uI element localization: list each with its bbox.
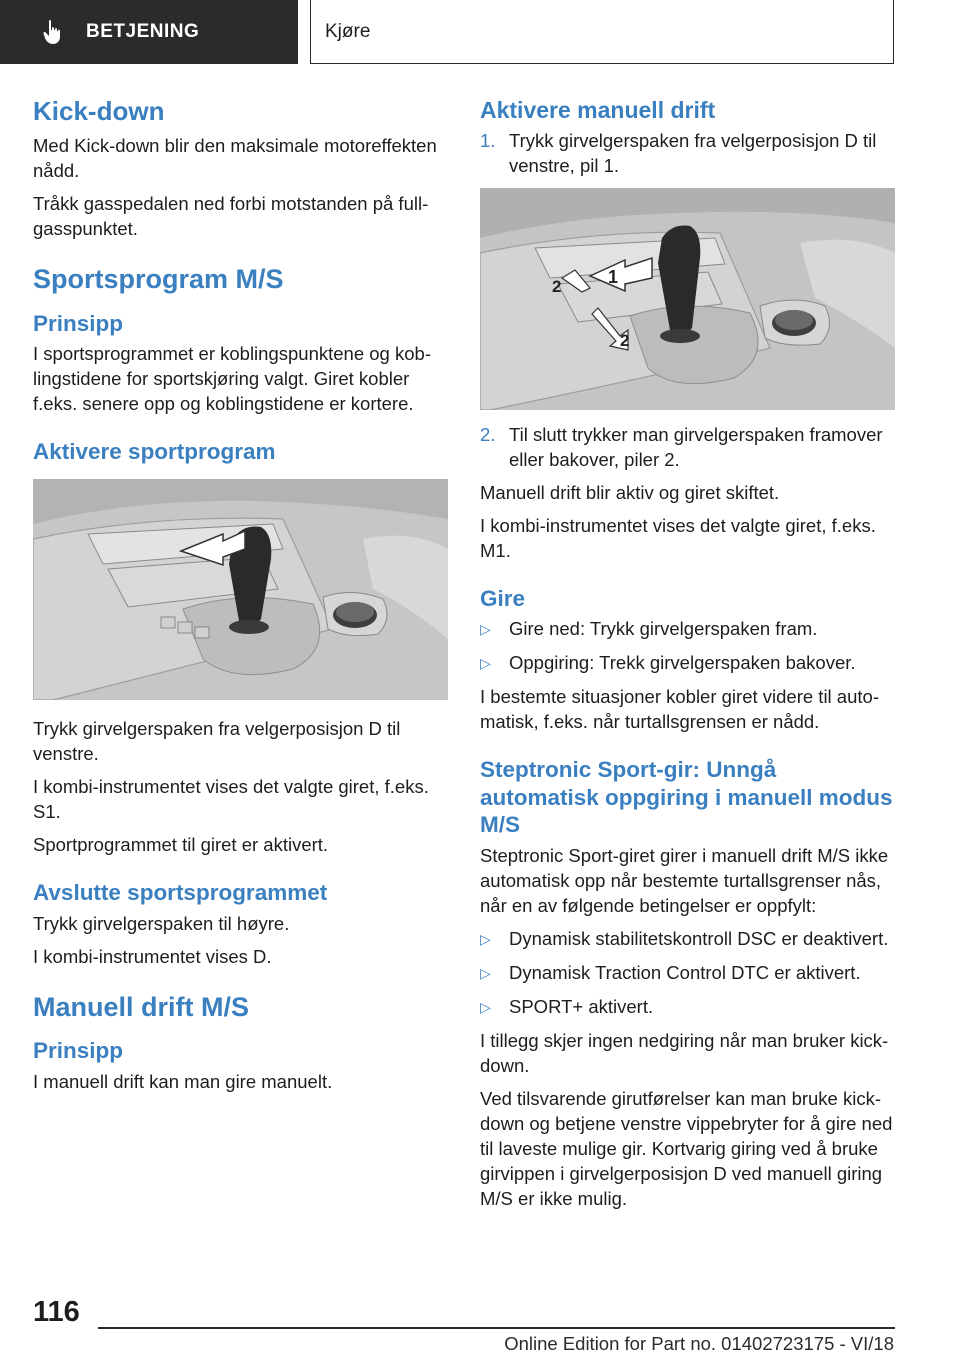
exit-sport-paragraph-2: I kombi-instrumentet vises D. <box>33 945 272 967</box>
activate-sport-heading: Aktivere sportprogram <box>33 439 276 465</box>
touch-hand-icon <box>42 19 64 45</box>
steptronic-bullet-1 <box>480 926 895 952</box>
step-1 <box>480 128 895 178</box>
principle-heading: Prinsipp <box>33 310 124 336</box>
step-1-text: Trykk girvelgerspaken fra velgerposisjon D til venstre, pil 1. <box>509 130 877 177</box>
triangle-bullet-icon: ▷ <box>480 930 491 947</box>
step-1-number: 1. <box>480 130 496 152</box>
exit-sport-heading: Avslutte sportsprogrammet <box>33 880 328 906</box>
manual-principle-heading: Prinsipp <box>33 1038 124 1064</box>
chapter-label: BETJENING <box>86 21 200 42</box>
triangle-bullet-icon: ▷ <box>480 964 491 981</box>
triangle-bullet-icon: ▷ <box>480 655 491 672</box>
kickdown-paragraph-1: Med Kick-down blir den maksimale motoreffekten nådd. <box>33 135 437 182</box>
steptronic-bullet-3 <box>480 994 895 1020</box>
principle-paragraph: I sportsprogrammet er koblingspunktene og koblingstidene for sportskjøring valgt. Giret kobler f.eks. senere opp og koblingstidene er kortere. <box>33 343 431 415</box>
gear-selector-figure-manual <box>480 188 895 410</box>
step-2-number: 2. <box>480 424 496 446</box>
gears-bullet-2-text: Oppgiring: Trekk girvelgerspaken bakover. <box>509 652 856 674</box>
chapter-tab[interactable] <box>0 0 298 64</box>
page-number: 116 <box>33 1296 80 1328</box>
steptronic-bullet-2-text: Dynamisk Traction Control DTC er aktivert. <box>509 961 861 983</box>
manual-after-paragraph-1: Manuell drift blir aktiv og giret skiftet. <box>480 482 780 504</box>
sportprogram-heading: Sportsprogram M/S <box>33 264 284 295</box>
manual-mode-heading: Manuell drift M/S <box>33 991 249 1022</box>
gear-selector-figure-sport <box>33 479 448 700</box>
section-header <box>310 0 894 64</box>
triangle-bullet-icon: ▷ <box>480 998 491 1015</box>
manual-principle-paragraph: I manuell drift kan man gire manuelt. <box>33 1070 333 1092</box>
activate-sport-paragraph-1: Trykk girvelgerspaken fra velgerposisjon D til venstre. <box>33 718 401 765</box>
figure-arrow-label-2-bottom: 2 <box>620 331 630 351</box>
section-label: Kjøre <box>325 20 371 42</box>
steptronic-bullet-2 <box>480 960 895 986</box>
steptronic-paragraph-2: I tillegg skjer ingen nedgiring når man bruker kick-down. <box>480 1029 889 1076</box>
gears-bullet-2 <box>480 650 895 676</box>
exit-sport-paragraph-1: Trykk girvelgerspaken til høyre. <box>33 912 290 934</box>
activate-manual-heading: Aktivere manuell drift <box>480 97 716 123</box>
kickdown-heading: Kick-down <box>33 96 165 126</box>
step-2 <box>480 422 895 472</box>
triangle-bullet-icon: ▷ <box>480 621 491 638</box>
kickdown-paragraph-2: Tråkk gasspedalen ned forbi motstanden på fullgasspunktet. <box>33 193 429 240</box>
manual-after-paragraph-2: I kombi-instrumentet vises det valgte giret, f.eks. M1. <box>480 515 876 562</box>
steptronic-heading: Steptronic Sport-gir: Unngå automatisk oppgiring i manuell modus M/S <box>480 757 893 838</box>
activate-sport-paragraph-2: I kombi-instrumentet vises det valgte giret, f.eks. S1. <box>33 776 429 823</box>
gears-bullet-1-text: Gire ned: Trykk girvelgerspaken fram. <box>509 618 818 640</box>
activate-sport-paragraph-3: Sportprogrammet til giret er aktivert. <box>33 834 329 856</box>
right-column <box>480 96 895 1219</box>
gears-paragraph: I bestemte situasjoner kobler giret videre til automatisk, f.eks. når turtallsgrensen er nådd. <box>480 686 879 733</box>
left-column <box>33 96 448 1102</box>
step-2-text: Til slutt trykker man girvelgerspaken framover eller bakover, piler 2. <box>509 424 883 471</box>
steptronic-bullet-3-text: SPORT+ aktivert. <box>509 995 654 1017</box>
gears-heading: Gire <box>480 586 526 612</box>
steptronic-paragraph-3: Ved tilsvarende girutførelser kan man bruke kickdown og betjene venstre vippebryter for å gire ned til laveste mulige gir. Kortvarig giring ved å bruke girvippen i girvelgerposisjon D ved manuell giring M/S er ikke mulig. <box>480 1087 893 1209</box>
figure-arrow-label-2-top: 2 <box>552 277 562 297</box>
footer-divider <box>98 1327 895 1329</box>
steptronic-paragraph: Steptronic Sport-giret girer i manuell drift M/S ikke automatisk opp når bestemte turtallsgrenser nås, når en av følgende betingelser er oppfylt: <box>480 844 889 916</box>
gears-bullet-1 <box>480 616 895 642</box>
figure-arrow-label-1: 1 <box>608 267 619 288</box>
edition-text: Online Edition for Part no. 01402723175 - VI/18 <box>504 1333 894 1354</box>
steptronic-bullet-1-text: Dynamisk stabilitetskontroll DSC er deaktivert. <box>509 927 889 949</box>
